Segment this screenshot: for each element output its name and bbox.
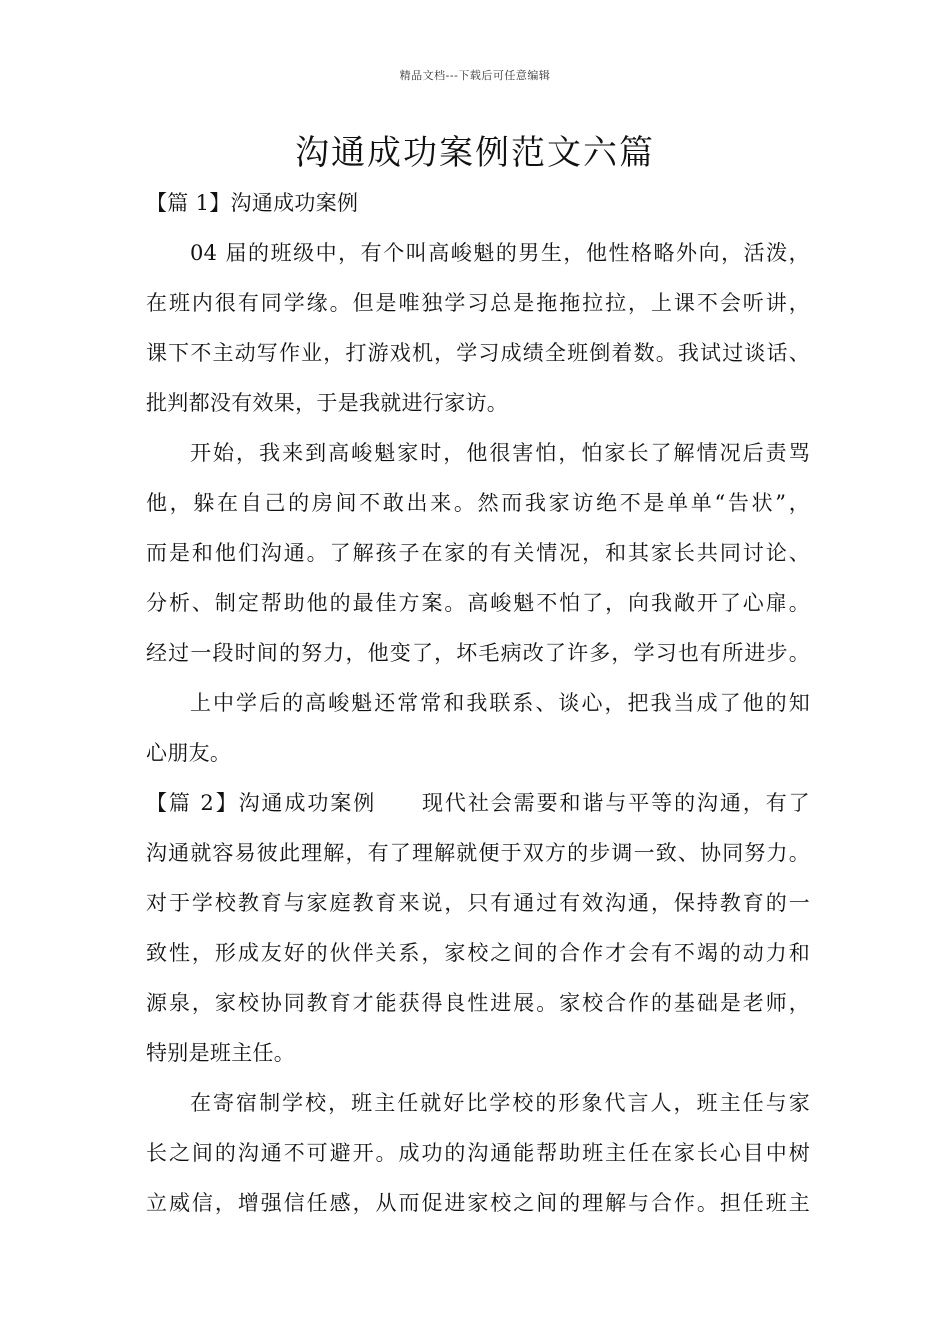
text-line: 【篇 1】沟通成功案例 — [146, 191, 359, 215]
text-line: 开始，我来到高峻魁家时，他很害怕，怕家长了解情况后责骂 — [190, 441, 810, 465]
header-note: 精品文档---下载后可任意编辑 — [399, 69, 551, 82]
text-line: 立威信，增强信任感，从而促进家校之间的理解与合作。担任班主 — [146, 1191, 810, 1215]
text-line: 沟通就容易彼此理解，有了理解就便于双方的步调一致、协同努力。 — [146, 841, 810, 865]
text-line: 课下不主动写作业，打游戏机，学习成绩全班倒着数。我试过谈话、 — [146, 341, 810, 365]
text-line: 特别是班主任。 — [146, 1041, 296, 1065]
text-line: 在寄宿制学校，班主任就好比学校的形象代言人，班主任与家 — [190, 1091, 810, 1115]
text-line: 在班内很有同学缘。但是唯独学习总是拖拖拉拉，上课不会听讲， — [146, 291, 810, 315]
text-line: 批判都没有效果，于是我就进行家访。 — [146, 391, 509, 415]
text-line: 分析、制定帮助他的最佳方案。高峻魁不怕了，向我敞开了心扉。 — [146, 591, 810, 615]
text-line: 而是和他们沟通。了解孩子在家的有关情况，和其家长共同讨论、 — [146, 541, 810, 565]
text-line: 他，躲在自己的房间不敢出来。然而我家访绝不是单单“告状”， — [146, 491, 810, 515]
text-line: 上中学后的高峻魁还常常和我联系、谈心，把我当成了他的知 — [190, 691, 810, 715]
text-line: 经过一段时间的努力，他变了，坏毛病改了许多，学习也有所进步。 — [146, 641, 810, 665]
text-line: 【篇 2】沟通成功案例 现代社会需要和谐与平等的沟通，有了 — [146, 791, 810, 815]
text-line: 致性，形成友好的伙伴关系，家校之间的合作才会有不竭的动力和 — [146, 941, 810, 965]
text-line: 心朋友。 — [146, 741, 232, 765]
text-line: 长之间的沟通不可避开。成功的沟通能帮助班主任在家长心目中树 — [146, 1141, 810, 1165]
text-line: 对于学校教育与家庭教育来说，只有通过有效沟通，保持教育的一 — [146, 891, 810, 915]
text-line: 04 届的班级中，有个叫高峻魁的男生，他性格略外向，活泼， — [190, 241, 810, 265]
text-line: 源泉，家校协同教育才能获得良性进展。家校合作的基础是老师， — [146, 991, 810, 1015]
body-text — [146, 178, 810, 1228]
document-title: 沟通成功案例范文六篇 — [295, 133, 655, 173]
